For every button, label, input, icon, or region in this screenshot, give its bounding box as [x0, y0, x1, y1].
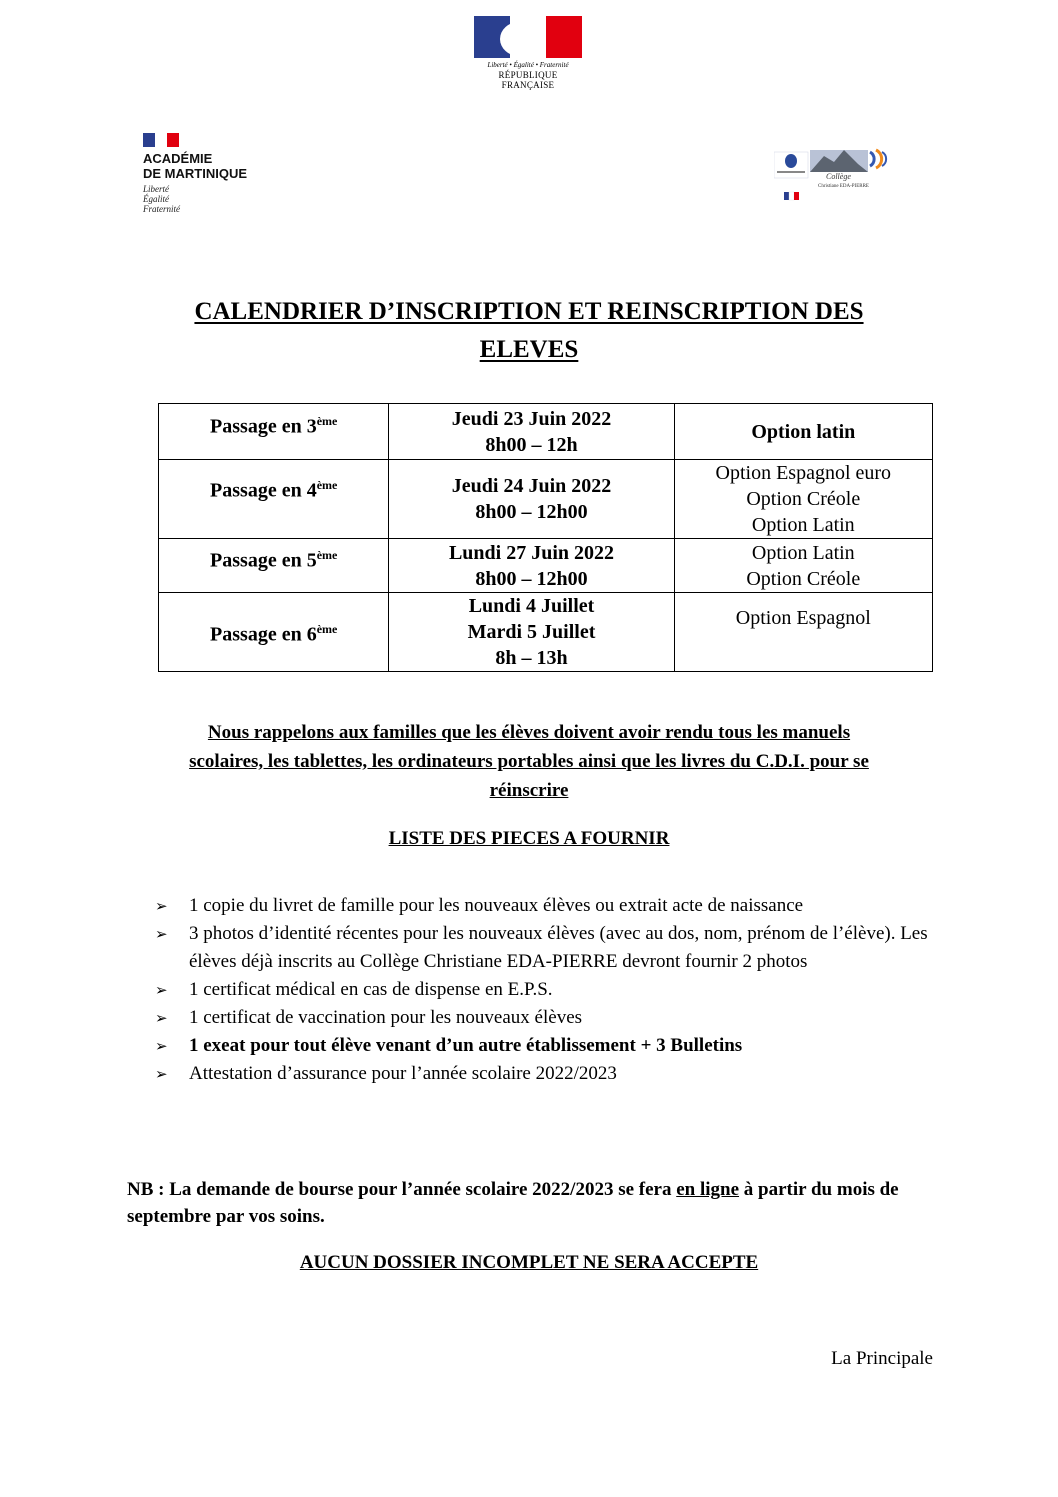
- notice-line: Nous rappelons aux familles que les élèves doivent avoir rendu tous les manuels: [207, 722, 851, 743]
- notice-line: réinscrire: [489, 780, 569, 801]
- arrow-bullet-icon: ➢: [155, 981, 168, 999]
- option-line: Option Créole: [746, 488, 861, 510]
- arrow-bullet-icon: ➢: [155, 1009, 168, 1027]
- return-notice: [120, 718, 938, 805]
- page-title: [100, 293, 958, 369]
- academy-motto-1: Liberté: [143, 184, 169, 194]
- list-item: [155, 1060, 930, 1088]
- republic-name: RÉPUBLIQUE FRANÇAISE: [498, 70, 558, 90]
- time-line: 8h00 – 12h: [485, 433, 578, 456]
- date-line: Jeudi 24 Juin 2022: [451, 475, 612, 497]
- note-text: NB : La demande de bourse pour l’année scolaire 2022/2023 se fera: [127, 1179, 677, 1200]
- college-logo-name: Christiane EDA-PIERRE: [818, 184, 869, 189]
- level-label: Passage en 4: [210, 479, 317, 502]
- table-row: [159, 404, 933, 460]
- tricolor-flag-icon: [143, 133, 179, 147]
- arrow-bullet-icon: ➢: [155, 1065, 168, 1083]
- date-cell: [389, 404, 674, 460]
- list-item-text: 3 photos d’identité récentes pour les nouveaux élèves (avec au dos, nom, prénom de l’élève). Les élèves déjà inscrits au Collège Christiane EDA-PIERRE devront fournir 2 photos: [189, 923, 928, 972]
- republic-motto: Liberté • Égalité • Fraternité: [487, 61, 569, 69]
- incomplete-warning: AUCUN DOSSIER INCOMPLET NE SERA ACCEPTE: [299, 1252, 759, 1273]
- option-line: Option Latin: [751, 541, 855, 564]
- options-cell: [674, 593, 932, 672]
- level-label: Passage en 3: [210, 415, 317, 438]
- options-cell: [674, 539, 932, 593]
- time-line: 8h00 – 12h00: [475, 501, 588, 523]
- list-item: [155, 920, 930, 976]
- documents-list-title: LISTE DES PIECES A FOURNIR: [388, 828, 670, 849]
- level-superscript: ème: [316, 414, 338, 428]
- notice-line: scolaires, les tablettes, les ordinateurs portables ainsi que les livres du C.D.I. pour se: [189, 751, 869, 772]
- table-row: [159, 593, 933, 672]
- college-logo-text: Collège: [826, 172, 851, 181]
- list-item: [155, 892, 930, 920]
- option-line: Option Créole: [746, 567, 861, 590]
- signature: La Principale: [831, 1348, 933, 1369]
- list-item-text: 1 exeat pour tout élève venant d’un autre établissement + 3 Bulletins: [189, 1035, 743, 1056]
- level-label: Passage en 6: [210, 623, 317, 646]
- title-line-2: ELEVES: [479, 336, 579, 363]
- date-line: Mardi 5 Juillet: [467, 621, 596, 643]
- academy-motto-3: Fraternité: [143, 204, 180, 214]
- list-item: [155, 1004, 930, 1032]
- list-item-text: 1 certificat de vaccination pour les nouveaux élèves: [189, 1007, 583, 1028]
- note-text: à partir du mois de septembre par vos soins.: [127, 1179, 899, 1227]
- list-item-text: 1 certificat médical en cas de dispense en E.P.S.: [189, 979, 553, 1000]
- arrow-bullet-icon: ➢: [155, 925, 168, 943]
- arrow-bullet-icon: ➢: [155, 1037, 168, 1055]
- date-cell: [389, 460, 674, 539]
- level-superscript: ème: [316, 622, 338, 637]
- level-cell: [159, 539, 389, 593]
- level-label: Passage en 5: [210, 549, 317, 572]
- list-item-text: Attestation d’assurance pour l’année scolaire 2022/2023: [189, 1063, 617, 1084]
- academie-martinique-logo: [143, 133, 247, 214]
- time-line: 8h – 13h: [495, 647, 568, 669]
- option-line: Option Espagnol: [735, 607, 871, 629]
- date-cell: [389, 593, 674, 672]
- schedule-table: [158, 403, 933, 672]
- level-superscript: ème: [316, 548, 338, 562]
- list-item: [155, 976, 930, 1004]
- arrow-bullet-icon: ➢: [155, 897, 168, 915]
- note-online-text: en ligne: [676, 1179, 740, 1200]
- date-line: Lundi 4 Juillet: [468, 595, 595, 617]
- options-cell: [674, 404, 932, 460]
- level-cell: [159, 593, 389, 672]
- list-item: [155, 1032, 930, 1060]
- academy-name-line2: DE MARTINIQUE: [143, 166, 247, 181]
- list-item-text: 1 copie du livret de famille pour les nouveaux élèves ou extrait acte de naissance: [189, 895, 804, 916]
- documents-list: [155, 892, 930, 1088]
- level-cell: [159, 404, 389, 460]
- academy-name-line1: ACADÉMIE: [143, 151, 213, 166]
- title-line-1: CALENDRIER D’INSCRIPTION ET REINSCRIPTION DES: [194, 298, 864, 325]
- option-line: Option latin: [751, 420, 856, 443]
- republique-francaise-logo: [474, 16, 584, 90]
- marianne-flag-icon: [474, 16, 582, 58]
- date-cell: [389, 539, 674, 593]
- option-line: Option Latin: [751, 514, 855, 536]
- level-cell: [159, 460, 389, 539]
- date-line: Jeudi 23 Juin 2022: [451, 407, 612, 430]
- table-row: [159, 460, 933, 539]
- date-line: Lundi 27 Juin 2022: [448, 541, 615, 564]
- time-line: 8h00 – 12h00: [475, 567, 588, 590]
- scholarship-note: [127, 1176, 935, 1230]
- options-cell: [674, 460, 932, 539]
- table-row: [159, 539, 933, 593]
- option-line: Option Espagnol euro: [715, 462, 892, 484]
- academy-motto-2: Égalité: [143, 194, 169, 204]
- college-logo: [774, 146, 892, 202]
- level-superscript: ème: [316, 478, 338, 492]
